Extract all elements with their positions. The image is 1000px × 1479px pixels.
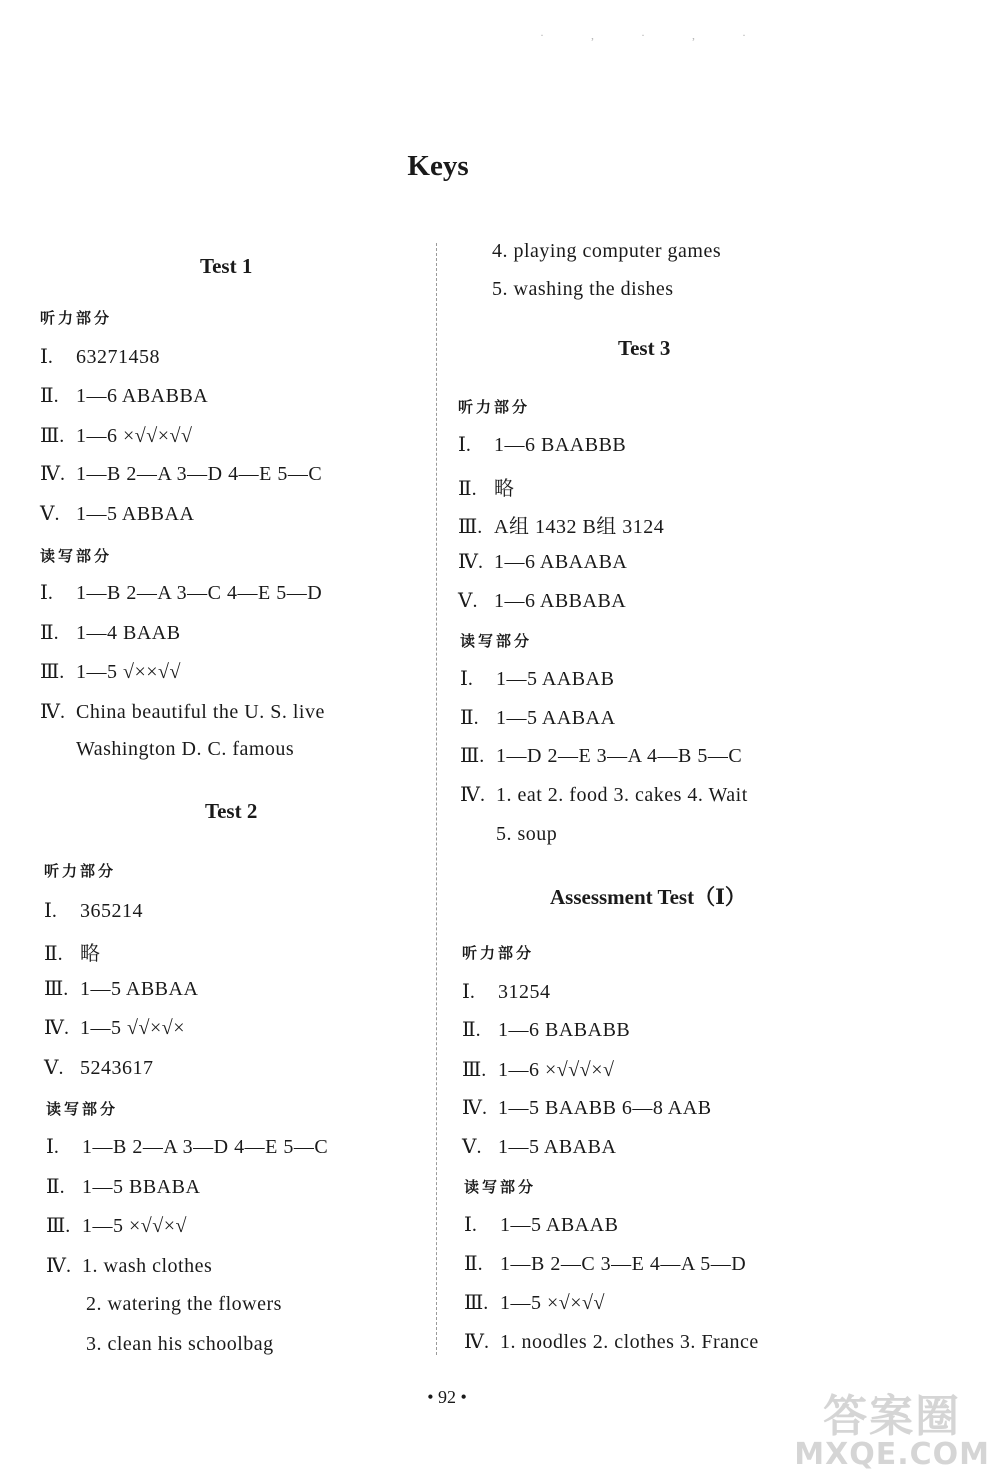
answer-text: 63271458 [76, 346, 160, 368]
item-number: Ⅱ. [458, 478, 477, 500]
answer-text: 1—5 ×√√×√ [82, 1215, 187, 1237]
assessment-listening-4 [462, 1095, 712, 1120]
test3-rw-1 [460, 666, 614, 691]
test1-rw-1 [40, 580, 322, 605]
answer-text: 1—5 AABAB [496, 668, 615, 690]
item-number: Ⅱ. [40, 385, 59, 407]
item-number: Ⅰ. [464, 1214, 477, 1236]
item-number: Ⅴ. [462, 1136, 482, 1158]
test3-listening-3 [458, 510, 664, 539]
answer-text: 略 [494, 478, 515, 500]
assessment-rw-label: 读写部分 [464, 1178, 537, 1196]
answer-text: 1—6 ×√√×√√ [76, 425, 193, 447]
test2-rw-1 [46, 1134, 328, 1159]
answer-text: 1—B 2—A 3—D 4—E 5—C [82, 1136, 329, 1158]
item-number: Ⅳ. [458, 551, 483, 573]
answer-text: 5. washing the dishes [492, 278, 674, 300]
item-number: Ⅴ. [458, 590, 478, 612]
assessment-rw-2 [464, 1251, 746, 1276]
test2-listening-1 [44, 898, 143, 923]
item-number: Ⅲ. [458, 516, 483, 538]
answer-text: Washington D. C. famous [76, 738, 295, 760]
test3-listening-5 [458, 588, 626, 613]
item-number: Ⅱ. [464, 1253, 483, 1275]
test1-rw-2 [40, 620, 181, 645]
item-number: Ⅰ. [460, 668, 473, 690]
answer-text: 略 [80, 943, 101, 965]
answer-text: 1—5 ABBAA [76, 503, 195, 525]
answer-text: 1. wash clothes [82, 1255, 213, 1277]
answer-text: 1—6 ABABBA [76, 385, 209, 407]
item-number: Ⅰ. [462, 981, 475, 1003]
item-number: Ⅳ. [464, 1331, 489, 1353]
test3-rw-2 [460, 705, 616, 730]
item-number: Ⅱ. [40, 622, 59, 644]
item-number: Ⅰ. [40, 582, 53, 604]
answer-text: 1—5 BAABB 6—8 AAB [498, 1097, 712, 1119]
assessment-rw-4 [464, 1329, 759, 1354]
header-marks: · , · , · [540, 28, 768, 42]
item-number: Ⅲ. [44, 978, 69, 1000]
page-number: • 92 • [427, 1387, 467, 1407]
item-number: Ⅱ. [44, 943, 63, 965]
answer-text: 1. eat 2. food 3. cakes 4. Wait [496, 784, 748, 806]
test2-listening-5 [44, 1055, 154, 1080]
answer-text: 1—5 BBABA [82, 1176, 201, 1198]
test3-rw-4 [460, 782, 748, 807]
test2-rw-label: 读写部分 [46, 1100, 119, 1118]
item-number: Ⅲ. [462, 1059, 487, 1081]
assessment-listening-1 [462, 979, 551, 1004]
test1-listening-4 [40, 461, 322, 486]
test1-heading: Test 1 [200, 254, 253, 278]
watermark-icon: 答案圈 [823, 1391, 962, 1442]
item-number: Ⅱ. [462, 1019, 481, 1041]
answer-text: 1—B 2—C 3—E 4—A 5—D [500, 1253, 747, 1275]
item-number: Ⅲ. [40, 661, 65, 683]
answer-text: 3. clean his schoolbag [86, 1333, 274, 1355]
test3-listening-1 [458, 432, 626, 457]
answer-text: 1—5 √××√√ [76, 661, 181, 683]
test1-rw-label: 读写部分 [40, 547, 113, 565]
answer-text: 1—6 ×√√√×√ [498, 1059, 615, 1081]
watermark-logo [794, 1391, 990, 1472]
test2-rw-4-item5 [492, 278, 674, 301]
test1-rw-4 [40, 699, 325, 724]
test3-rw-4-continued [496, 823, 557, 846]
answer-text: 1—5 √√×√× [80, 1017, 185, 1039]
column-divider [436, 243, 437, 1355]
assessment-rw-1 [464, 1212, 618, 1237]
item-number: Ⅲ. [464, 1292, 489, 1314]
item-number: Ⅲ. [40, 425, 65, 447]
answer-text: 5243617 [80, 1057, 154, 1079]
answer-text: 1—B 2—A 3—D 4—E 5—C [76, 463, 323, 485]
test2-rw-4-item3 [86, 1333, 274, 1356]
test2-listening-3 [44, 976, 198, 1001]
test2-listening-label: 听力部分 [44, 862, 117, 880]
answer-text: 1—6 BABABB [498, 1019, 631, 1041]
test3-rw-3 [460, 743, 742, 768]
answer-text: China beautiful the U. S. live [76, 701, 325, 723]
test2-rw-4-item4 [492, 240, 721, 263]
item-number: Ⅴ. [44, 1057, 64, 1079]
item-number: Ⅲ. [460, 745, 485, 767]
test2-rw-4-item2 [86, 1293, 282, 1316]
answer-text: 1—D 2—E 3—A 4—B 5—C [496, 745, 743, 767]
answer-text: 1—5 ×√×√√ [500, 1292, 605, 1314]
assessment-rw-3 [464, 1290, 605, 1315]
test2-heading: Test 2 [205, 799, 258, 823]
test2-rw-2 [46, 1174, 200, 1199]
answer-text: 5. soup [496, 823, 558, 845]
answer-text: 1—6 BAABBB [494, 434, 627, 456]
item-number: Ⅴ. [40, 503, 60, 525]
item-number: Ⅳ. [46, 1255, 71, 1277]
test1-listening-2 [40, 383, 208, 408]
item-number: Ⅳ. [40, 463, 65, 485]
answer-text: 1. noodles 2. clothes 3. France [500, 1331, 759, 1353]
item-number: Ⅲ. [46, 1215, 71, 1237]
test2-listening-2 [44, 937, 101, 966]
item-number: Ⅳ. [40, 701, 65, 723]
test3-heading: Test 3 [618, 336, 671, 360]
answer-text: 2. watering the flowers [86, 1293, 282, 1315]
assessment-heading: Assessment Test（Ⅰ） [550, 885, 746, 909]
answer-text: 1—6 ABAABA [494, 551, 628, 573]
page-title: Keys [407, 150, 469, 182]
test3-listening-2 [458, 472, 515, 501]
item-number: Ⅰ. [458, 434, 471, 456]
item-number: Ⅳ. [460, 784, 485, 806]
answer-text: 1—5 ABBAA [80, 978, 199, 1000]
test3-listening-label: 听力部分 [458, 398, 531, 416]
test1-listening-5 [40, 501, 194, 526]
assessment-listening-5 [462, 1134, 616, 1159]
answer-text: 1—4 BAAB [76, 622, 181, 644]
answer-text: 1—5 ABAAB [500, 1214, 619, 1236]
item-number: Ⅱ. [46, 1176, 65, 1198]
answer-text: 1—5 ABABA [498, 1136, 617, 1158]
item-number: Ⅰ. [40, 346, 53, 368]
item-number: Ⅰ. [46, 1136, 59, 1158]
answer-text: 365214 [80, 900, 143, 922]
assessment-listening-3 [462, 1057, 614, 1082]
assessment-listening-2 [462, 1017, 630, 1042]
test1-rw-4-continued [40, 738, 294, 761]
test3-listening-4 [458, 549, 627, 574]
test2-listening-4 [44, 1015, 185, 1040]
item-number: Ⅰ. [44, 900, 57, 922]
answer-text: 31254 [498, 981, 551, 1003]
assessment-listening-label: 听力部分 [462, 944, 535, 962]
item-number: Ⅱ. [460, 707, 479, 729]
watermark-url: MXQE.COM [794, 1437, 990, 1472]
item-number: Ⅳ. [44, 1017, 69, 1039]
test2-rw-3 [46, 1213, 187, 1238]
answer-text: 1—6 ABBABA [494, 590, 627, 612]
answer-text: 1—5 AABAA [496, 707, 616, 729]
test1-listening-1 [40, 344, 160, 369]
test1-listening-3 [40, 423, 192, 448]
answer-text: 1—B 2—A 3—C 4—E 5—D [76, 582, 323, 604]
item-number: Ⅳ. [462, 1097, 487, 1119]
answer-text: 4. playing computer games [492, 240, 722, 262]
test3-rw-label: 读写部分 [460, 632, 533, 650]
test2-rw-4 [46, 1253, 212, 1278]
test1-rw-3 [40, 659, 181, 684]
test1-listening-label: 听力部分 [40, 309, 113, 327]
answer-text: A组 1432 B组 3124 [494, 516, 665, 538]
